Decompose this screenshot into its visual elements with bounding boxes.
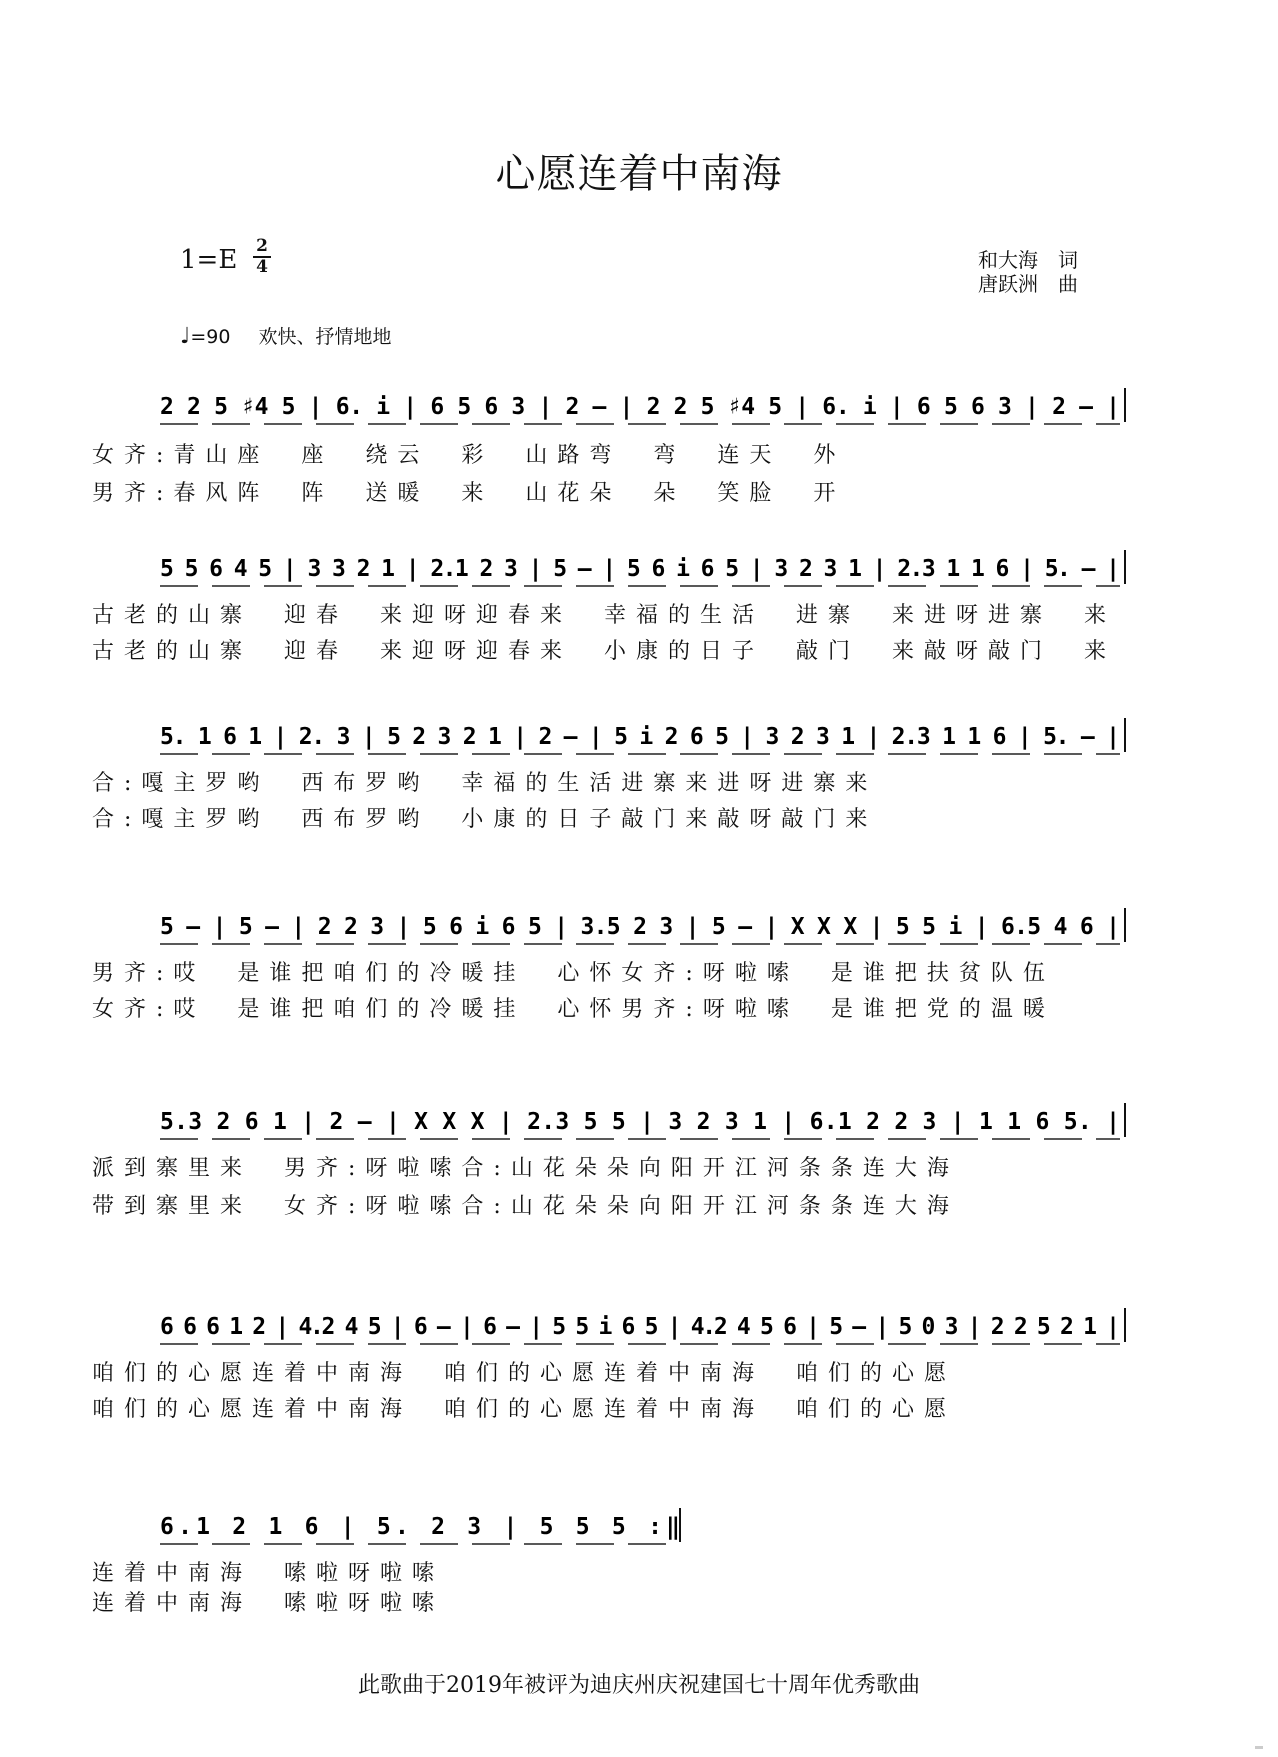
score-system [0,1300,1278,1430]
jianpu-notes: 2 2 5 ♯4 5 | 6. i | 6 5 6 3 | 2 – | 2 2 5 ♯4 5 | 6. i | 6 5 6 3 | 2 – | [160,394,1120,420]
lyric-line-2: 合:嘎主罗哟 西布罗哟 小康的日子敲门来敲呀敲门来 [92,807,878,832]
lyric-line-2: 连着中南海 嗦啦呀啦嗦 [92,1591,445,1616]
jianpu-notes: 5. 1 6 1 | 2. 3 | 5 2 3 2 1 | 2 – | 5 i 2 6 5 | 3 2 3 1 | 2.3 1 1 6 | 5. – | [160,724,1120,750]
jianpu-notes: 6.1 2 1 6 | 5. 2 3 | 5 5 5 :‖ [160,1514,680,1540]
credits [978,248,1078,296]
lyric-line-1: 古老的山寨 迎春 来迎呀迎春来 幸福的生活 进寨 来进呀进寨 来 [92,603,1117,628]
tempo-expression: 欢快、抒情地地 [258,326,392,348]
quarter-note-icon: ♩ [180,324,191,349]
score-system [0,380,1278,510]
jianpu-notes: 5 – | 5 – | 2 2 3 | 5 6 i 6 5 | 3.5 2 3 | 5 – | X X X | 5 5 i | 6.5 4 6 | [160,914,1120,940]
time-signature [253,238,271,276]
tempo-marking [180,322,392,349]
time-signature-bottom: 4 [256,257,268,277]
score-system [0,542,1278,672]
lyric-line-1: 女齐:青山座 座 绕云 彩 山路弯 弯 连天 外 [92,443,846,468]
footer-note: 此歌曲于2019年被评为迪庆州庆祝建国七十周年优秀歌曲 [358,1673,920,1698]
jianpu-notes: 5.3 2 6 1 | 2 – | X X X | 2.3 5 5 | 3 2 3 1 | 6.1 2 2 3 | 1 1 6 5. | [160,1109,1120,1135]
lyric-line-1: 合:嘎主罗哟 西布罗哟 幸福的生活进寨来进呀进寨来 [92,771,878,796]
lyric-line-1: 连着中南海 嗦啦呀啦嗦 [92,1561,445,1586]
jianpu-notes: 5 5 6 4 5 | 3 3 2 1 | 2.1 2 3 | 5 – | 5 6 i 6 5 | 3 2 3 1 | 2.3 1 1 6 | 5. – | [160,556,1121,582]
lyric-line-2: 男齐:春风阵 阵 送暖 来 山花朵 朵 笑脸 开 [92,481,846,506]
lyric-line-1: 派到寨里来 男齐:呀啦嗦合:山花朵朵向阳开江河条条连大海 [92,1156,959,1181]
score-system [0,900,1278,1030]
key-signature: 1=E [180,245,238,275]
time-signature-top: 2 [256,236,268,256]
watermark-mark [1255,1746,1263,1749]
lyric-line-2: 女齐:哎 是谁把咱们的冷暖挂 心怀男齐:呀啦嗦 是谁把党的温暖 [92,997,1055,1022]
lyric-line-2: 带到寨里来 女齐:呀啦嗦合:山花朵朵向阳开江河条条连大海 [92,1194,959,1219]
score-system [0,1095,1278,1225]
lyric-line-1: 男齐:哎 是谁把咱们的冷暖挂 心怀女齐:呀啦嗦 是谁把扶贫队伍 [92,961,1055,986]
song-title: 心愿连着中南海 [495,151,783,197]
lyric-line-1: 咱们的心愿连着中南海 咱们的心愿连着中南海 咱们的心愿 [92,1361,957,1386]
lyric-line-2: 古老的山寨 迎春 来迎呀迎春来 小康的日子 敲门 来敲呀敲门 来 [92,639,1117,664]
lyricist: 和大海 词 [978,248,1078,272]
tempo-bpm: =90 [190,326,231,348]
score-system [0,710,1278,840]
jianpu-notes: 6 6 6 1 2 | 4.2 4 5 | 6 – | 6 – | 5 5 i 6 5 | 4.2 4 5 6 | 5 – | 5 0 3 | 2 2 5 2 1 | [160,1314,1120,1340]
composer: 唐跃洲 曲 [978,272,1078,296]
score-system [0,1500,1278,1630]
lyric-line-2: 咱们的心愿连着中南海 咱们的心愿连着中南海 咱们的心愿 [92,1397,957,1422]
